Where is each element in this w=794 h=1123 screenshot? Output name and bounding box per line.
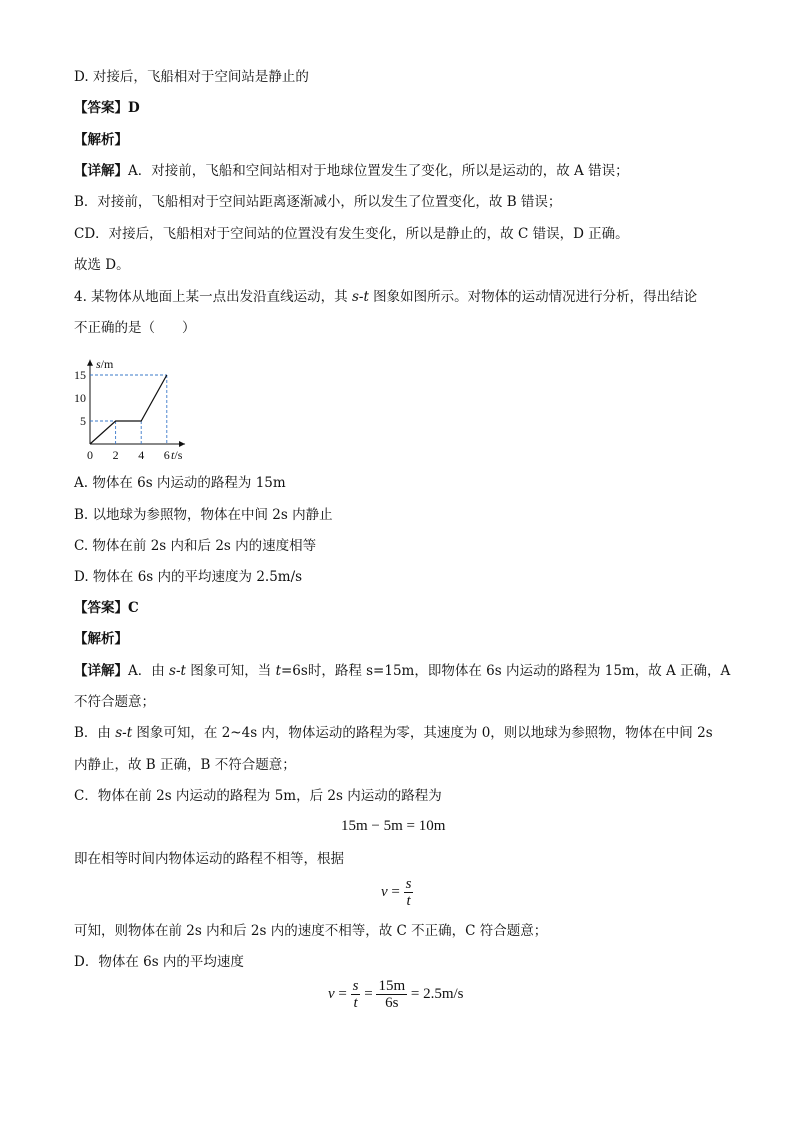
d3-st: s-t — [115, 725, 133, 741]
detail2-line-8: D．物体在 6s 内的平均速度 — [74, 954, 244, 970]
option-b: B. 以地球为参照物，物体在中间 2s 内静止 — [74, 507, 333, 523]
axis-variable: t — [171, 448, 175, 462]
detail2-line-4: 内静止，故 B 正确，B 不符合题意； — [74, 757, 296, 773]
detail2-line-6: 即在相等时间内物体运动的路程不相等，根据 — [74, 851, 344, 867]
detail2-line-5: C．物体在前 2s 内运动的路程为 5m，后 2s 内运动的路程为 — [74, 788, 442, 804]
y-tick-label: 10 — [74, 391, 86, 405]
eq3-num1: s — [352, 978, 359, 994]
detail-tag: 【详解】 — [74, 163, 128, 179]
y-tick-label: 5 — [80, 414, 86, 428]
analysis-label-2: 【解析】 — [74, 631, 128, 647]
question-4-line-1 — [74, 288, 697, 306]
x-tick-label: 4 — [138, 448, 145, 462]
eq2-eq: = — [387, 883, 404, 900]
equation-2 — [381, 876, 413, 909]
eq3-v: v — [328, 985, 335, 1002]
y-axis-label — [96, 357, 114, 371]
eq3-eq2: = — [360, 985, 377, 1002]
detail2-line-3 — [74, 724, 713, 742]
eq2-fraction — [404, 876, 414, 909]
d1-st: s-t — [169, 663, 186, 679]
detail2-line-7: 可知，则物体在前 2s 内和后 2s 内的速度不相等，故 C 不正确，C 符合题意； — [74, 923, 548, 939]
eq3-fraction-1 — [351, 978, 361, 1011]
d1-a: A．由 — [128, 663, 170, 679]
option-a: A. 物体在 6s 内运动的路程为 15m — [74, 475, 286, 491]
option-c: C. 物体在前 2s 内和后 2s 内的速度相等 — [74, 538, 317, 554]
line-1: D. 对接后，飞船相对于空间站是静止的 — [74, 69, 309, 85]
q4-text-a: 4. 某物体从地面上某一点出发沿直线运动，其 — [74, 289, 352, 305]
choose-line: 故选 D。 — [74, 257, 130, 273]
d1-t: t — [275, 663, 281, 679]
axis-unit: /s — [174, 448, 183, 462]
eq3-den2: 6s — [385, 995, 399, 1011]
option-d: D. 物体在 6s 内的平均速度为 2.5m/s — [74, 569, 303, 585]
equation-1: 15m − 5m = 10m — [341, 818, 446, 834]
q4-text-b: 图象如图所示。对物体的运动情况进行分析，得出结论 — [368, 289, 698, 305]
d3-b: 图象可知，在 2~4s 内，物体运动的路程为零，其速度为 0，则以地球为参照物，物体在中间 2s — [132, 725, 713, 741]
detail2-line-1 — [74, 662, 730, 680]
x-axis-label — [171, 448, 183, 462]
d3-a: B．由 — [74, 725, 116, 741]
series-line — [90, 375, 167, 444]
answer-label-1: 【答案】D — [74, 100, 140, 116]
detail-line-a — [74, 162, 629, 180]
equation-3 — [328, 978, 464, 1011]
d1-c: =6s时，路程 s=15m，即物体在 6s 内运动的路程为 15m，故 A 正确，A — [281, 663, 731, 679]
d1-b: 图象可知，当 — [185, 663, 276, 679]
eq3-num2: 15m — [378, 978, 406, 994]
x-tick-label: 2 — [112, 448, 119, 462]
detail2-tag: 【详解】 — [74, 663, 128, 679]
answer-label-2: 【答案】C — [74, 600, 139, 616]
x-tick-label: 0 — [87, 448, 93, 462]
eq3-den1: t — [353, 995, 358, 1011]
detail-line-cd: CD．对接后，飞船相对于空间站的位置没有发生变化，所以是静止的，故 C 错误，D 正确。 — [74, 226, 629, 242]
axis-variable: s — [96, 356, 101, 371]
y-tick-label: 15 — [74, 368, 86, 382]
detail-text: A．对接前，飞船和空间站相对于地球位置发生了变化，所以是运动的，故 A 错误； — [128, 163, 629, 179]
question-4-line-2: 不正确的是（ ） — [74, 320, 196, 336]
eq2-num: s — [405, 876, 412, 892]
st-graph — [66, 342, 216, 462]
y-axis-arrow — [87, 360, 93, 366]
detail-line-b: B．对接前，飞船相对于空间站距离逐渐减小，所以发生了位置变化，故 B 错误； — [74, 194, 562, 210]
eq3-fraction-2 — [376, 978, 407, 1011]
axis-unit: /m — [100, 356, 114, 371]
x-tick-label: 6 — [163, 448, 170, 462]
q4-st: s-t — [351, 289, 369, 305]
eq3-result: = 2.5m/s — [407, 985, 464, 1002]
eq2-v: v — [381, 883, 388, 900]
x-axis-arrow — [179, 441, 185, 447]
eq3-eq1: = — [334, 985, 351, 1002]
tick-labels — [74, 368, 170, 462]
eq2-den: t — [406, 893, 411, 909]
detail2-line-2: 不符合题意； — [74, 694, 155, 710]
analysis-label-1: 【解析】 — [74, 132, 128, 148]
